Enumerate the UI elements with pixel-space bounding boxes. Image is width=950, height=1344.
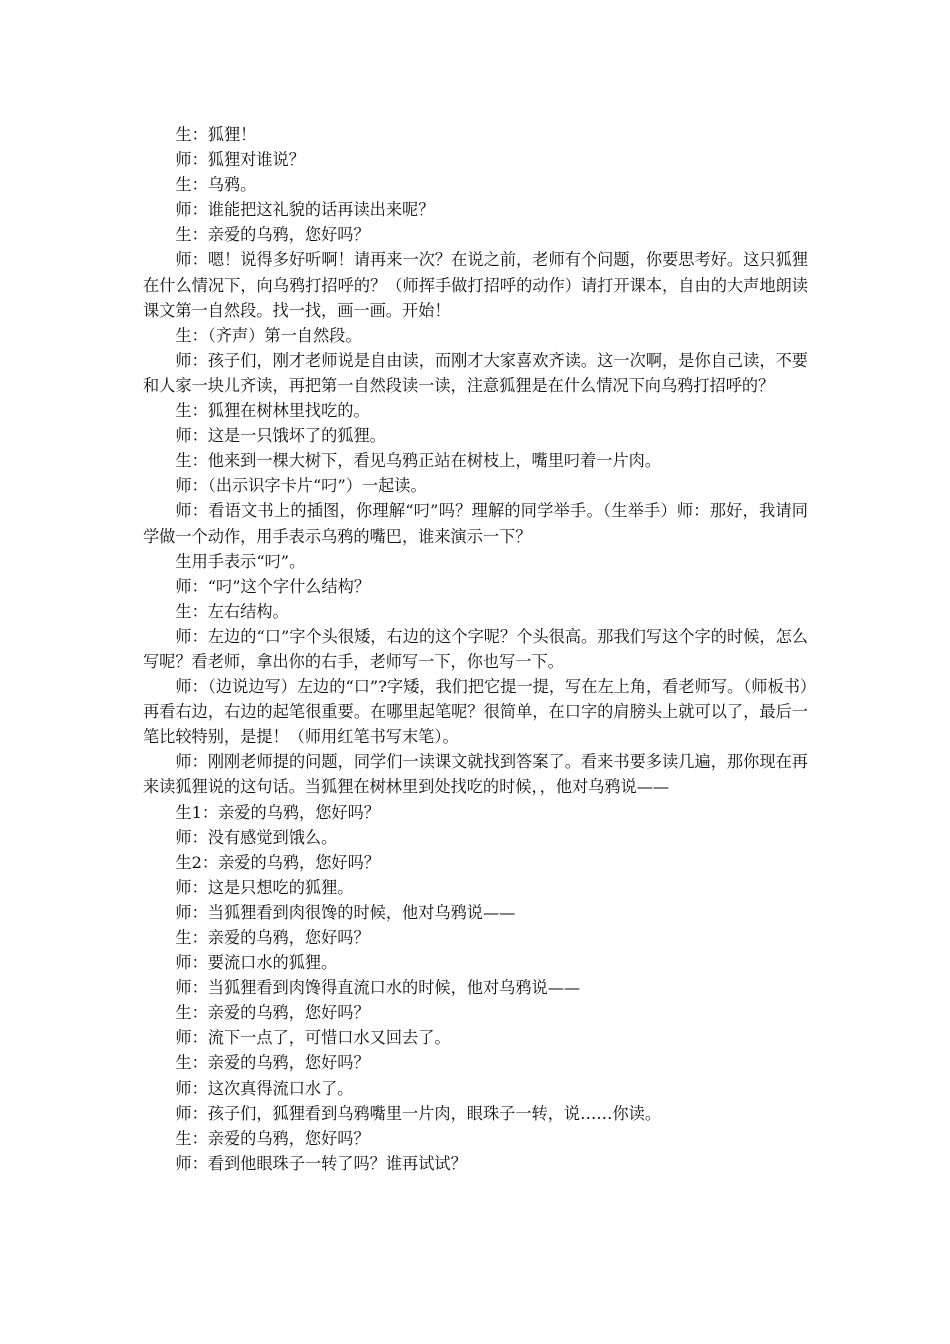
paragraph: 师：这次真得流口水了。 — [175, 1078, 354, 1098]
paragraph: 师：看语文书上的插图，你理解“叼”吗？理解的同学举手。（生举手）师：那好，我请同学做一个动作，用手表示乌鸦的嘴巴，谁来演示一下？ — [143, 501, 808, 546]
paragraph: 生：亲爱的乌鸦，您好吗？ — [175, 1128, 370, 1148]
paragraph: 生：亲爱的乌鸦，您好吗？ — [175, 1053, 370, 1073]
paragraph: 生：左右结构。 — [175, 601, 289, 621]
paragraph: 师：（出示识字卡片“叼”）一起读。 — [175, 476, 427, 496]
paragraph: 生1：亲爱的乌鸦，您好吗？ — [175, 802, 380, 822]
paragraph: 师：这是一只饿坏了的狐狸。 — [175, 426, 386, 446]
document-page — [143, 122, 808, 1176]
paragraph: 生：乌鸦。 — [175, 175, 257, 195]
paragraph: 师：流下一点了，可惜口水又回去了。 — [175, 1028, 451, 1048]
paragraph: 师：孩子们，狐狸看到乌鸦嘴里一片肉，眼珠子一转，说……你读。 — [175, 1103, 662, 1123]
paragraph: 师：孩子们，刚才老师说是自由读，而刚才大家喜欢齐读。这一次啊，是你自己读，不要和人家一块儿齐读，再把第一自然段读一读，注意狐狸是在什么情况下向乌鸦打招呼的？ — [143, 350, 808, 395]
paragraph: 师：这是只想吃的狐狸。 — [175, 877, 354, 897]
paragraph: 师：（边说边写）左边的“口”?字矮，我们把它提一提，写在左上角，看老师写。（师板书）再看右边，右边的起笔很重要。在哪里起笔呢？很简单，在口字的肩膀头上就可以了，最后一笔比较特别，是提！（师用红笔书写末笔）。 — [143, 677, 808, 747]
paragraph: 师：“叼”这个字什么结构？ — [175, 576, 371, 596]
paragraph: 生2：亲爱的乌鸦，您好吗？ — [175, 852, 380, 872]
paragraph: 师：当狐狸看到肉很馋的时候，他对乌鸦说—— — [175, 902, 516, 922]
paragraph: 师：要流口水的狐狸。 — [175, 953, 338, 973]
paragraph: 生：他来到一棵大树下，看见乌鸦正站在树枝上，嘴里叼着一片肉。 — [175, 451, 662, 471]
paragraph: 生用手表示“叼”。 — [175, 551, 306, 571]
paragraph: 师：看到他眼珠子一转了吗？谁再试试？ — [175, 1153, 467, 1173]
paragraph: 师：刚刚老师提的问题，同学们一读课文就找到答案了。看来书要多读几遍，那你现在再来读狐狸说的这句话。当狐狸在树林里到处找吃的时候，，他对乌鸦说—— — [143, 752, 808, 797]
paragraph: 生：亲爱的乌鸦，您好吗？ — [175, 1003, 370, 1023]
paragraph: 师：没有感觉到饿么。 — [175, 827, 338, 847]
paragraph: 师：嗯！说得多好听啊！请再来一次？在说之前，老师有个问题，你要思考好。这只狐狸在什么情况下，向乌鸦打招呼的？（师挥手做打招呼的动作）请打开课本，自由的大声地朗读课文第一自然段。找一找，画一画。开始！ — [143, 250, 808, 320]
paragraph: 师：当狐狸看到肉馋得直流口水的时候，他对乌鸦说—— — [175, 978, 581, 998]
paragraph: 师：谁能把这礼貌的话再读出来呢？ — [175, 200, 435, 220]
paragraph: 师：狐狸对谁说？ — [175, 150, 305, 170]
paragraph: 生：狐狸！ — [175, 125, 257, 144]
paragraph: 生：狐狸在树林里找吃的。 — [175, 401, 370, 421]
paragraph: 生：亲爱的乌鸦，您好吗？ — [175, 225, 370, 245]
paragraph: 生：（齐声）第一自然段。 — [175, 325, 362, 345]
paragraph: 生：亲爱的乌鸦，您好吗？ — [175, 928, 370, 947]
paragraph: 师：左边的“口”字个头很矮，右边的这个字呢？个头很高。那我们写这个字的时候，怎么写呢？看老师，拿出你的右手，老师写一下，你也写一下。 — [143, 626, 808, 671]
